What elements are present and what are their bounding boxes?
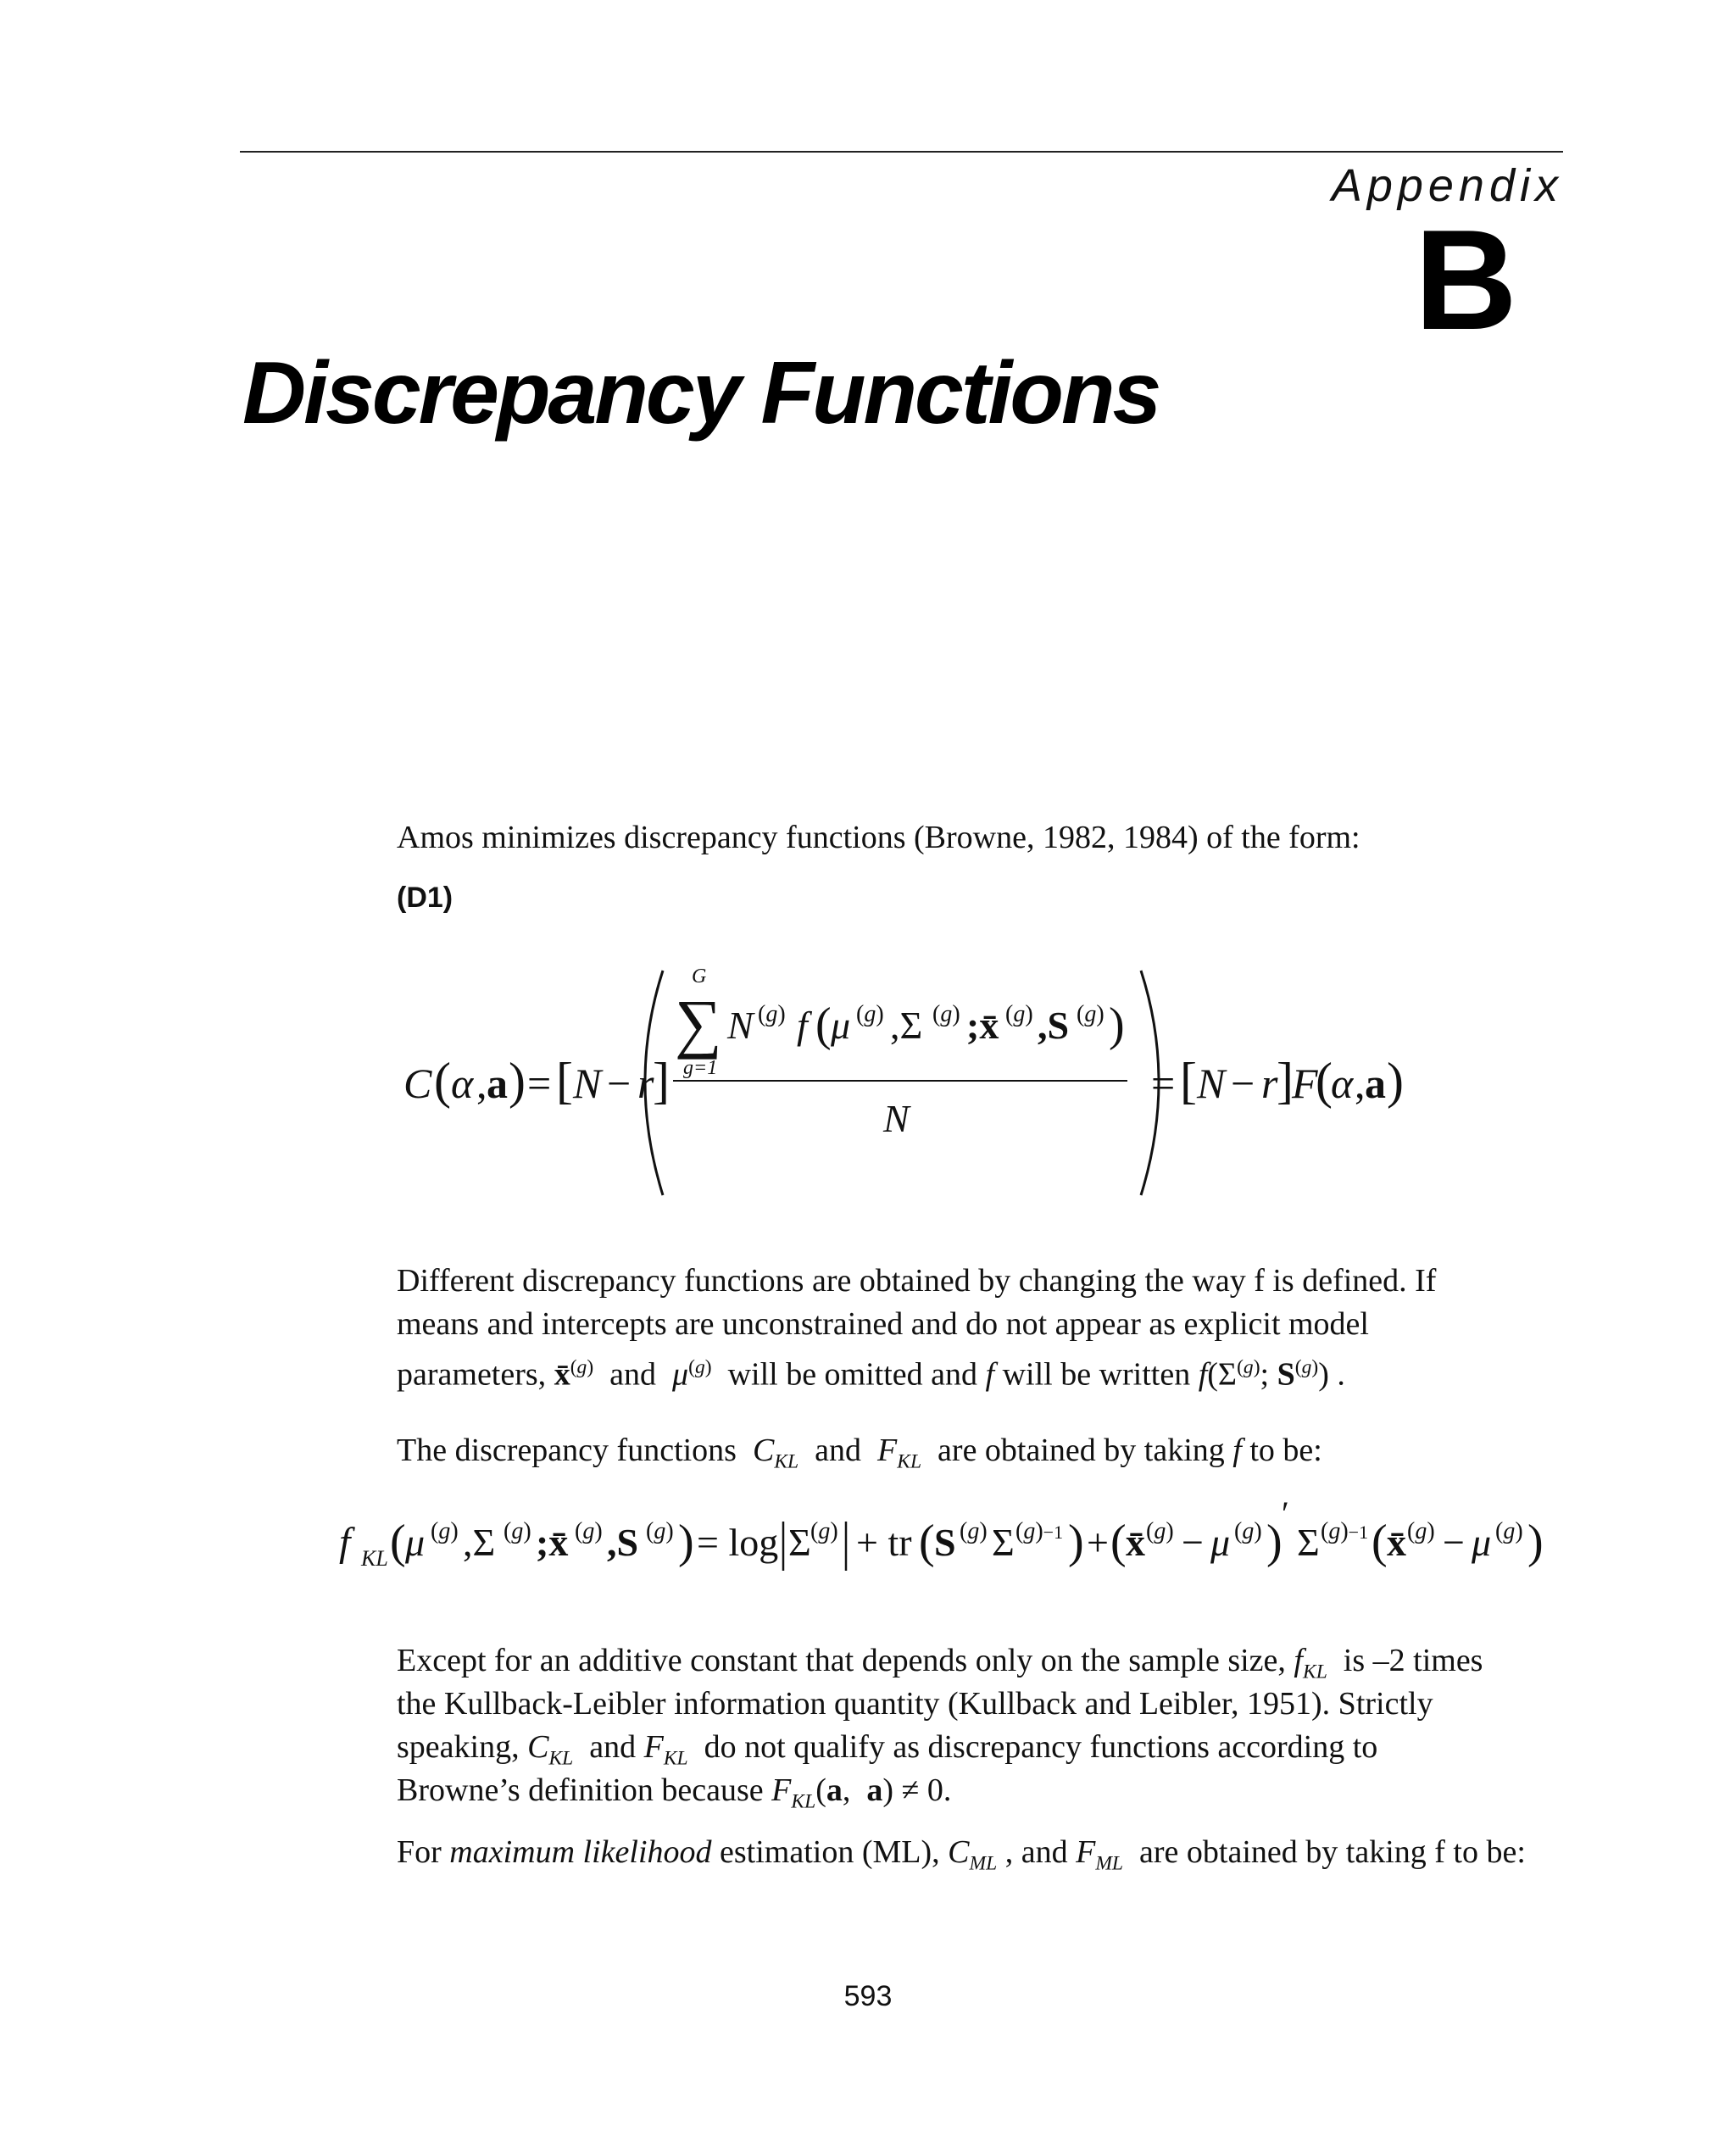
para-kl-intro: The discrepancy functions $C_{KL}$ and $F_{KL}$ are obtained by taking f to be:: [397, 1433, 1322, 1473]
para-ml-mid: estimation (ML),: [720, 1834, 940, 1870]
svg-text:(g): (g): [1005, 1001, 1033, 1027]
para-kl-line3: speaking, $C_{KL}$ and $F_{KL}$ do not qualify as discrepancy functions according to: [397, 1729, 1378, 1770]
svg-text:(g): (g): [1146, 1518, 1174, 1544]
svg-text:r: r: [1261, 1060, 1278, 1107]
svg-text:=: =: [527, 1060, 552, 1107]
svg-text:,Σ: ,Σ: [463, 1521, 496, 1564]
svg-text:=: =: [1151, 1060, 1176, 1107]
para-definition-line2: means and intercepts are unconstrained and do not appear as explicit model: [397, 1306, 1369, 1342]
svg-text:(g): (g): [758, 1001, 786, 1027]
header-rule: [240, 151, 1563, 153]
svg-text:Σ: Σ: [992, 1521, 1015, 1564]
chapter-title: Discrepancy Functions: [242, 344, 1160, 442]
equation-d1: [398, 962, 1416, 1208]
svg-text:(g)−1: (g)−1: [1015, 1518, 1064, 1544]
svg-text:+ tr: + tr: [856, 1521, 912, 1564]
svg-text:r: r: [637, 1060, 654, 1107]
svg-text:): ): [1109, 999, 1125, 1051]
svg-text:(: (: [1372, 1516, 1388, 1568]
svg-text:μ: μ: [1472, 1521, 1492, 1564]
svg-text:(g): (g): [646, 1518, 674, 1544]
svg-text:]: ]: [1277, 1053, 1294, 1109]
svg-text:): ): [678, 1516, 694, 1568]
svg-text:C: C: [403, 1060, 432, 1107]
para-kl-line4: Browne’s definition because $F_{KL}(a$, a) ≠ 0.: [397, 1772, 952, 1813]
svg-text:): ): [509, 1053, 526, 1109]
svg-text:(: (: [390, 1516, 406, 1568]
svg-text:]: ]: [653, 1053, 670, 1109]
para-definition-line3: parameters, x̄$^{(g)}$ and $\mu^{(g)}$ will be omitted and f will be written $f(\Sigma^{(g)}$; $S^{(g)}$) .: [397, 1356, 1345, 1393]
svg-text:(g): (g): [1234, 1518, 1262, 1544]
svg-text:;x̄: ;x̄: [536, 1521, 569, 1564]
svg-text:α: α: [451, 1060, 474, 1107]
svg-text:N: N: [883, 1097, 910, 1140]
para-kl-line1-text: Except for an additive constant that depends only on the sample size,: [397, 1643, 1286, 1678]
svg-text:(g): (g): [932, 1001, 960, 1027]
svg-text:): ): [1266, 1516, 1283, 1568]
svg-text:(: (: [1110, 1516, 1127, 1568]
svg-text:(g): (g): [431, 1518, 459, 1544]
svg-text:Σ: Σ: [1297, 1521, 1320, 1564]
appendix-letter: B: [1414, 200, 1517, 359]
svg-text:(g): (g): [1495, 1518, 1523, 1544]
svg-text:G: G: [692, 965, 707, 988]
svg-text:): ): [1387, 1053, 1404, 1109]
svg-text:μ: μ: [405, 1521, 426, 1564]
svg-text:= log: = log: [697, 1521, 779, 1564]
svg-text:,: ,: [1355, 1060, 1366, 1107]
svg-text:KL: KL: [361, 1546, 388, 1571]
svg-text:(g): (g): [1077, 1001, 1104, 1027]
svg-text:α: α: [1331, 1060, 1354, 1107]
para-ml-end: are obtained by taking f to be:: [1139, 1834, 1526, 1870]
svg-text:,S: ,S: [1038, 1004, 1070, 1047]
para-kl-line4-text: Browne’s definition because: [397, 1772, 764, 1808]
page-number: 593: [843, 1980, 893, 2012]
svg-text:N: N: [573, 1060, 602, 1107]
para-kl-line3-text: do not qualify as discrepancy functions according to: [704, 1729, 1378, 1765]
svg-text:a: a: [487, 1060, 508, 1107]
svg-text:−: −: [607, 1060, 632, 1107]
svg-text:(g)−1: (g)−1: [1321, 1518, 1369, 1544]
svg-text:−: −: [1231, 1060, 1255, 1107]
equation-fkl: [331, 1496, 1560, 1589]
svg-text:(g): (g): [810, 1518, 838, 1544]
svg-text:): ): [1068, 1516, 1084, 1568]
svg-text:,: ,: [476, 1060, 487, 1107]
para-ml-term: maximum likelihood: [449, 1834, 712, 1870]
intro-paragraph: Amos minimizes discrepancy functions (Browne, 1982, 1984) of the form:: [397, 820, 1360, 855]
svg-text:[: [: [1180, 1053, 1197, 1109]
svg-text:f: f: [339, 1520, 351, 1565]
svg-text:g=1: g=1: [683, 1057, 718, 1079]
svg-text:N: N: [1197, 1060, 1226, 1107]
svg-text:x̄: x̄: [1387, 1521, 1406, 1564]
svg-text:μ: μ: [1210, 1521, 1231, 1564]
svg-text:(: (: [434, 1053, 451, 1109]
para-ml: For maximum likelihood estimation (ML), $C_{ML}$ , and $F_{ML}$ are obtained by taking f to be:: [397, 1834, 1526, 1875]
para-definition-line1: Different discrepancy functions are obtained by changing the way f is defined. If: [397, 1263, 1437, 1299]
para-kl-line2: the Kullback-Leibler information quantity (Kullback and Leibler, 1951). Strictly: [397, 1686, 1433, 1722]
svg-text:,Σ: ,Σ: [890, 1004, 923, 1047]
svg-text:−: −: [1182, 1521, 1204, 1564]
svg-text:f: f: [797, 1004, 808, 1047]
svg-text:S: S: [934, 1521, 956, 1564]
svg-text:(g): (g): [960, 1518, 988, 1544]
svg-text:−: −: [1443, 1521, 1465, 1564]
appendix-label: Appendix: [1331, 160, 1563, 211]
svg-text:∑: ∑: [675, 986, 722, 1060]
svg-text:N: N: [727, 1004, 754, 1047]
equation-label: (D1): [397, 882, 453, 914]
para-kl-line1: Except for an additive constant that depends only on the sample size, $f_{KL}$ is –2 times: [397, 1643, 1483, 1683]
svg-text:(: (: [919, 1516, 935, 1568]
svg-text:[: [: [556, 1053, 573, 1109]
svg-text:′: ′: [1282, 1496, 1289, 1533]
svg-text:x̄: x̄: [1126, 1521, 1145, 1564]
svg-text:(g): (g): [856, 1001, 884, 1027]
svg-text:Σ: Σ: [788, 1521, 811, 1564]
svg-text:(g): (g): [575, 1518, 603, 1544]
svg-text:(g): (g): [504, 1518, 531, 1544]
svg-text:F: F: [1292, 1060, 1318, 1107]
svg-text:a: a: [1365, 1060, 1386, 1107]
para-kl-intro-text: The discrepancy functions: [397, 1433, 737, 1468]
svg-text:(g): (g): [1407, 1518, 1435, 1544]
svg-text:(: (: [815, 999, 832, 1051]
svg-text:μ: μ: [831, 1004, 851, 1047]
svg-text:(: (: [1316, 1053, 1333, 1109]
para-ml-start: For: [397, 1834, 442, 1870]
svg-text:,S: ,S: [607, 1521, 639, 1564]
svg-text:;x̄: ;x̄: [966, 1004, 999, 1047]
svg-text:): ): [1527, 1516, 1544, 1568]
svg-text:+: +: [1087, 1521, 1109, 1564]
